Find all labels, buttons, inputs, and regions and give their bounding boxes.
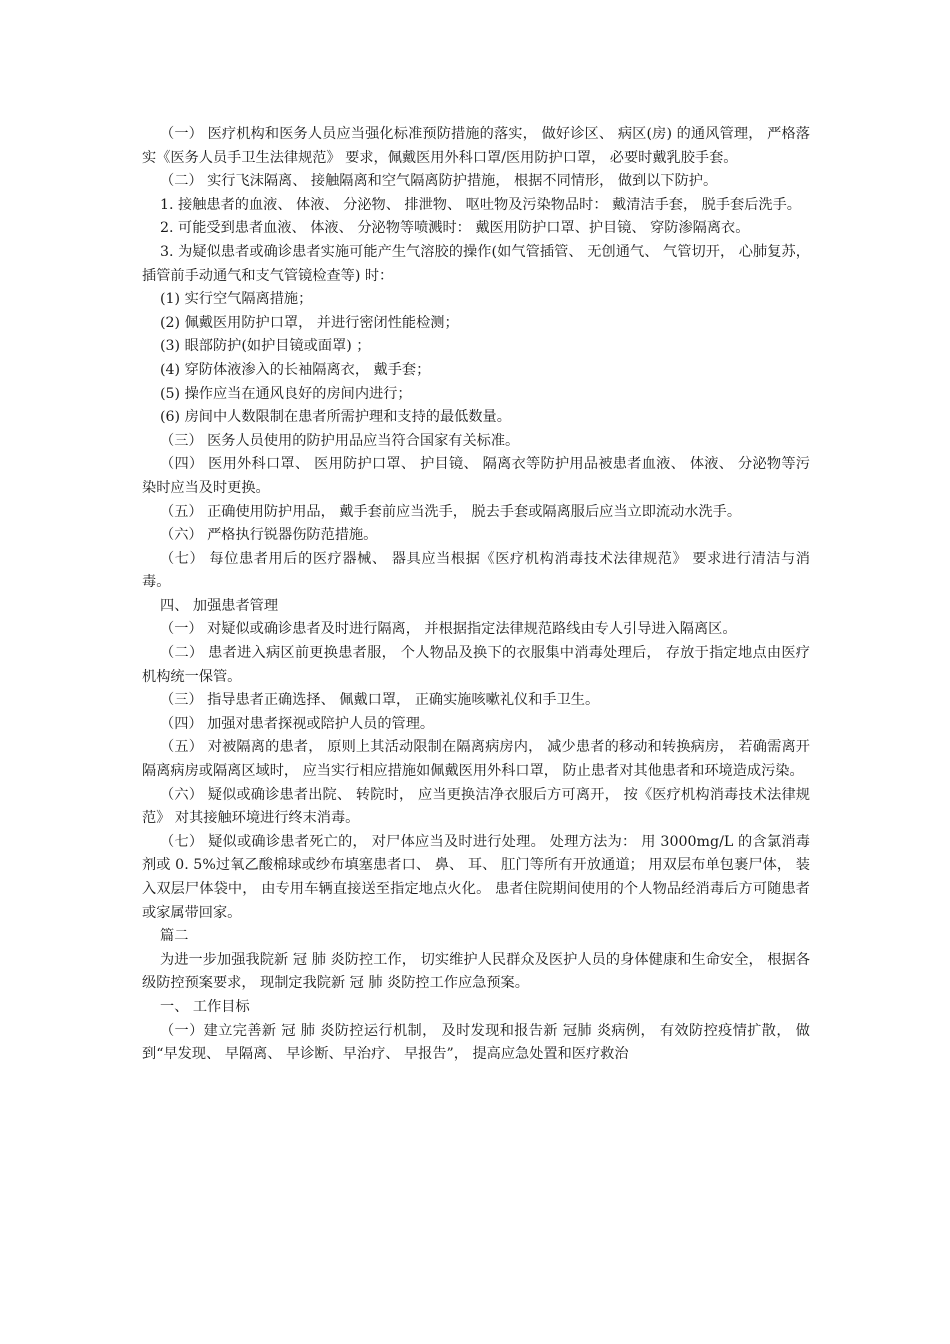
paragraph: （七） 每位患者用后的医疗器械、 器具应当根据《医疗机构消毒技术法律规范》 要求进行清洁与消毒。 [142,550,810,591]
section-heading: 篇二 [160,928,189,945]
paragraph: （一） 对疑似或确诊患者及时进行隔离， 并根据指定法律规范路线由专人引导进入隔离区。 [160,621,737,638]
paragraph: (5) 操作应当在通风良好的房间内进行； [160,385,412,402]
paragraph: （二） 患者进入病区前更换患者服， 个人物品及换下的衣服集中消毒处理后， 存放于指定地点由医疗机构统一保管。 [142,645,810,685]
paragraph: （四） 加强对患者探视或陪护人员的管理。 [160,715,435,732]
paragraph: （三） 医务人员使用的防护用品应当符合国家有关标准。 [160,432,520,449]
paragraph: （七） 疑似或确诊患者死亡的， 对尸体应当及时进行处理。 处理方法为： 用 3000mg/L 的含氯消毒剂或 0. 5%过氧乙酸棉球或纱布填塞患者口、 鼻、 耳、 肛门等所有开放通道； 用双层布单包裹尸体， 装入双层尸体袋中， 由专用车辆直接送至指定地点火化。 患者住院期间使用的个人物品经消毒后方可随患者或家属带回家。 [142,833,810,921]
section-heading: 四、 加强患者管理 [160,597,279,614]
paragraph: 3. 为疑似患者或确诊患者实施可能产生气溶胶的操作(如气管插管、 无创通气、 气管切开， 心肺复苏， 插管前手动通气和支气管镜检查等) 时： [142,243,815,284]
paragraph: (4) 穿防体液渗入的长袖隔离衣， 戴手套； [160,361,431,378]
paragraph: （四） 医用外科口罩、 医用防护口罩、 护目镜、 隔离衣等防护用品被患者血液、 体液、 分泌物等污染时应当及时更换。 [142,456,810,496]
paragraph: （五） 正确使用防护用品， 戴手套前应当洗手， 脱去手套或隔离服后应当立即流动水洗手。 [160,503,742,520]
paragraph: （六） 疑似或确诊患者出院、 转院时， 应当更换洁净衣服后方可离开， 按《医疗机构消毒技术法律规范》 对其接触环境进行终末消毒。 [142,786,810,827]
paragraph: (3) 眼部防护(如护目镜或面罩) ； [160,338,371,355]
paragraph: （五） 对被隔离的患者， 原则上其活动限制在隔离病房内， 减少患者的移动和转换病房， 若确需离开隔离病房或隔离区域时， 应当实行相应措施如佩戴医用外科口罩， 防止患者对其他患者和环境造成污染。 [142,739,810,780]
section-heading: 一、 工作目标 [160,998,250,1015]
paragraph: （三） 指导患者正确选择、 佩戴口罩， 正确实施咳嗽礼仪和手卫生。 [160,692,600,709]
paragraph: （一）建立完善新 冠 肺 炎防控运行机制， 及时发现和报告新 冠肺 炎病例， 有效防控疫情扩散， 做到“早发现、 早隔离、 早诊断、早治疗、 早报告”， 提高应急处置和医疗救治 [142,1022,810,1063]
paragraph: 为进一步加强我院新 冠 肺 炎防控工作， 切实维护人民群众及医护人员的身体健康和生命安全， 根据各级防控预案要求， 现制定我院新 冠 肺 炎防控工作应急预案。 [142,951,810,992]
paragraph: 1. 接触患者的血液、 体液、 分泌物、 排泄物、 呕吐物及污染物品时： 戴清洁手套， 脱手套后洗手。 [160,196,801,213]
paragraph: （六） 严格执行锐器伤防范措施。 [160,527,378,544]
paragraph: 2. 可能受到患者血液、 体液、 分泌物等喷溅时： 戴医用防护口罩、护目镜、 穿防渗隔离衣。 [160,220,750,237]
paragraph: (1) 实行空气隔离措施； [160,291,313,308]
paragraph: (6) 房间中人数限制在患者所需护理和支持的最低数量。 [160,409,511,426]
paragraph: (2) 佩戴医用防护口罩， 并进行密闭性能检测； [160,314,459,331]
paragraph: （二） 实行飞沫隔离、 接触隔离和空气隔离防护措施， 根据不同情形， 做到以下防护。 [160,173,718,190]
paragraph: （一） 医疗机构和医务人员应当强化标准预防措施的落实， 做好诊区、 病区(房) 的通风管理， 严格落实《医务人员手卫生法律规范》 要求，佩戴医用外科口罩/医用防护口罩， 必要时戴乳胶手套。 [142,126,810,166]
document-body [142,123,815,1067]
